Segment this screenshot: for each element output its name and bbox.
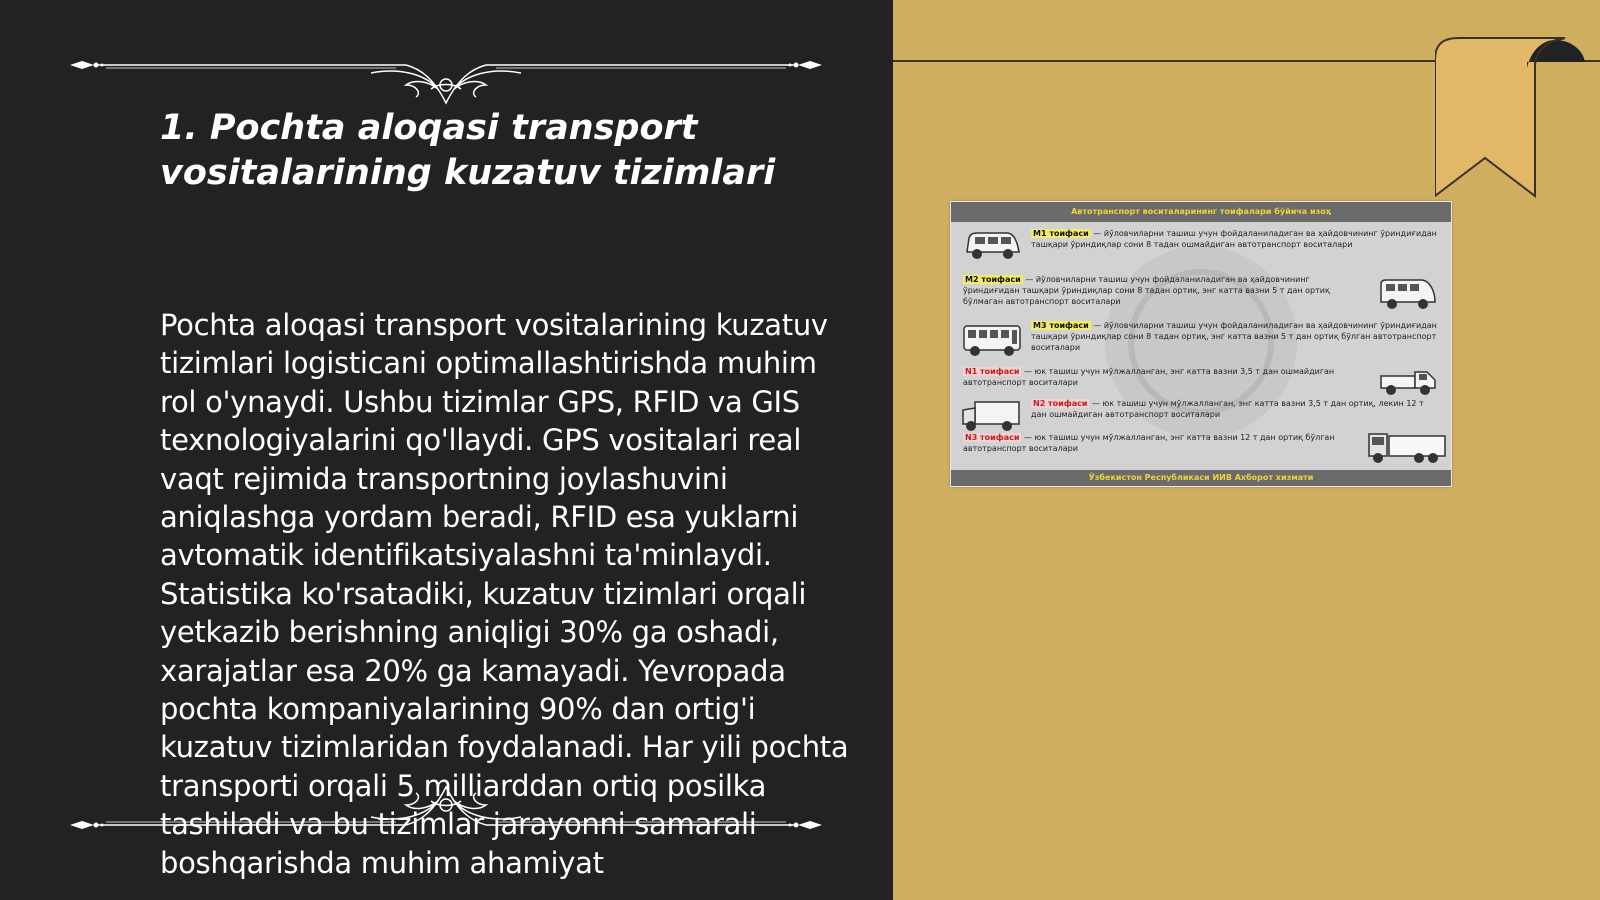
- infographic-footer: Ўзбекистон Республикаси ИИВ Ахборот хизмати: [951, 470, 1451, 486]
- infographic-row-m2: M2 тоифаси — йўловчиларни ташиш учун фойдаланиладиган ва ҳайдовчининг ўриндиғидан ташқари ўриндиқлар сони 8 тадан ортиқ, энг катта вазни 5 т дан ортиқ бўлмаган автотранспорт воситалари: [963, 275, 1330, 306]
- minivan-icon: [961, 228, 1023, 264]
- infographic-row-n2: N2 тоифаси — юк ташиш учун мўлжалланган, энг катта вазни 3,5 т дан ортиқ, лекин 12 т дан ошмайдиган автотранспорт воситалари: [1031, 399, 1424, 419]
- infographic-header: Автотранспорт воситаларининг тоифалари бўйича изоҳ: [951, 202, 1451, 222]
- heavy-truck-icon: [1367, 430, 1447, 466]
- bus-icon: [961, 322, 1023, 358]
- minibus-icon: [1377, 276, 1439, 312]
- slide-title: 1. Pochta aloqasi transport vositalarining kuzatuv tizimlari: [160, 108, 776, 193]
- ornament-divider-top: [66, 45, 826, 105]
- pickup-truck-icon: [1377, 364, 1439, 400]
- medium-truck-icon: [961, 398, 1023, 434]
- infographic-row-n1: N1 тоифаси — юк ташиш учун мўлжалланган, энг катта вазни 3,5 т дан ошмайдиган автотранспорт воситалари: [963, 367, 1335, 387]
- slide-body-text: Pochta aloqasi transport vositalarining kuzatuv tizimlari logisticani optimallashtirishda muhim rol o'ynaydi. Ushbu tizimlar GPS, RFID va GIS texnologiyalarini qo'llaydi. GPS vositalari real vaqt rejimida transportning joylashuvini aniqlashga yordam beradi, RFID esa yuklarni avtomatik identifikatsiyalashni ta'minlaydi. Statistika ko'rsatadiki, kuzatuv tizimlari orqali yetkazib berishning aniqligi 30% ga oshadi, xarajatlar esa 20% ga kamayadi. Yevropada pochta kompaniyalarining 90% dan ortig'i kuzatuv tizimlaridan foydalanadi. Har yili pochta transporti orqali 5 milliarddan ortiq posilka tashiladi va bu tizimlar jarayonni samarali boshqarishda muhim ahamiyat: [160, 308, 849, 880]
- bookmark-ribbon-icon: [1435, 36, 1595, 200]
- infographic-row-m1: M1 тоифаси — йўловчиларни ташиш учун фойдаланиладиган ва ҳайдовчининг ўриндиғидан ташқари ўриндиқлар сони 8 тадан ошмайдиган автотранспорт воситалари: [1031, 229, 1437, 249]
- infographic-row-n3: N3 тоифаси — юк ташиш учун мўлжалланган, энг катта вазни 12 т дан ортиқ бўлган автотранспорт воситалари: [963, 433, 1335, 453]
- infographic-row-m3: M3 тоифаси — йўловчиларни ташиш учун фойдаланиладиган ва ҳайдовчининг ўриндиғидан ташқари ўриндиқлар сони 8 тадан ортиқ, энг катта вазни 5 т дан ортиқ бўлган автотранспорт воситалари: [1031, 321, 1437, 352]
- vehicle-category-infographic: [950, 201, 1452, 487]
